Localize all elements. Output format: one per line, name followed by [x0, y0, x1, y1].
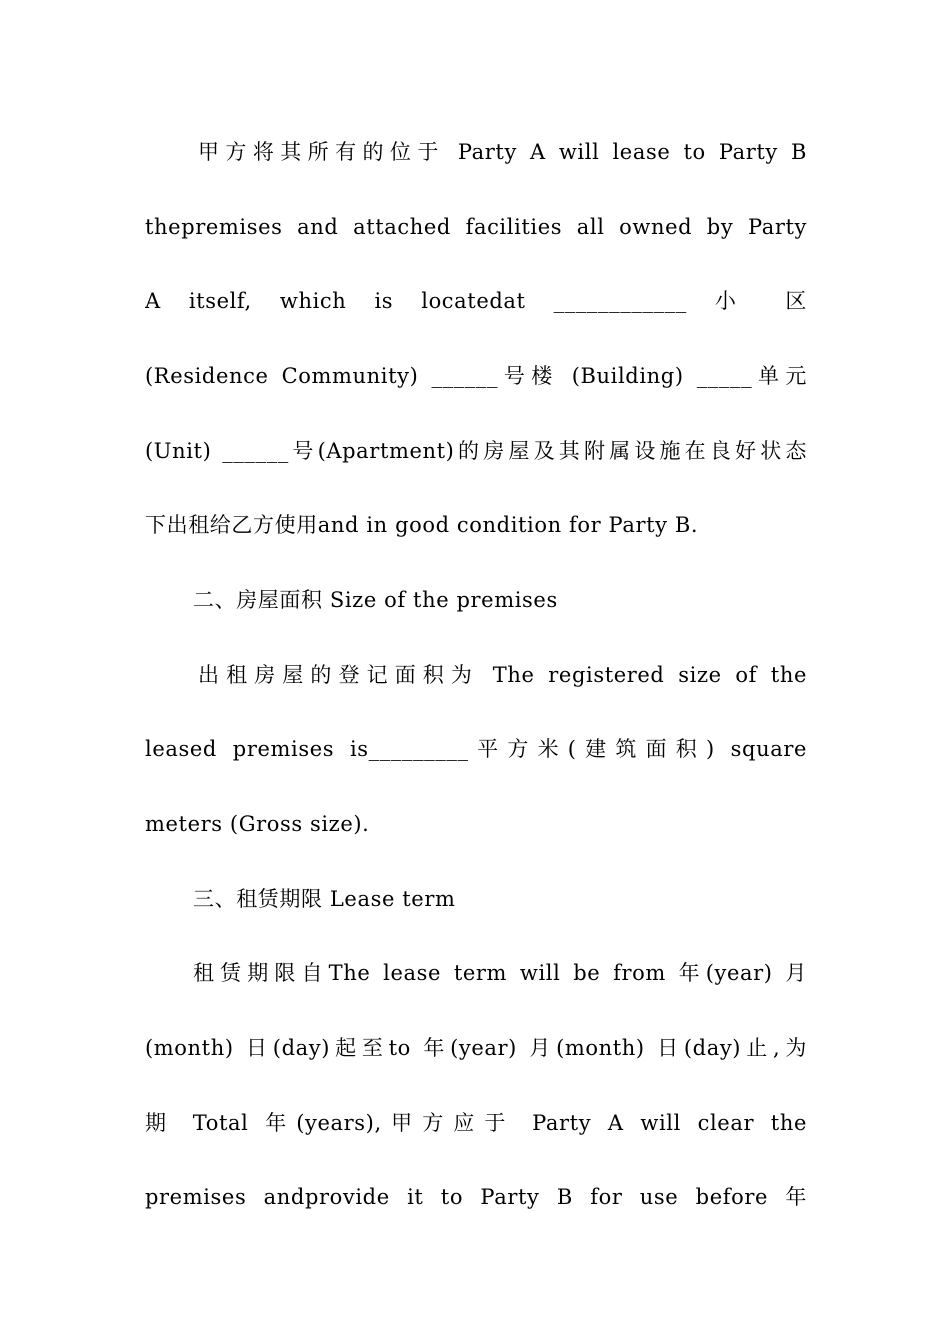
paragraph-1-line-5: (Unit) ______号(Apartment)的房屋及其附属设施在良好状态	[145, 439, 807, 463]
paragraph-2-line-2: leased premises is_________平方米(建筑面积) square	[145, 737, 807, 761]
section-heading-size: 二、房屋面积 Size of the premises	[193, 588, 558, 612]
paragraph-2-line-3: meters (Gross size).	[145, 812, 370, 836]
paragraph-1-line-1: 甲方将其所有的位于 Party A will lease to Party B	[198, 140, 807, 164]
paragraph-1-line-3: A itself, which is locatedat ____________ 小 区	[145, 289, 807, 313]
paragraph-1-line-6: 下出租给乙方使用and in good condition for Party B.	[145, 513, 699, 537]
paragraph-2-line-1: 出租房屋的登记面积为 The registered size of the	[198, 663, 807, 687]
paragraph-1-line-2: thepremises and attached facilities all owned by Party	[145, 215, 807, 239]
paragraph-3-line-1: 租赁期限自The lease term will be from 年(year) 月	[193, 961, 807, 985]
paragraph-1-line-4: (Residence Community) ______号楼 (Building) _____单元	[145, 364, 807, 388]
section-heading-lease-term: 三、租赁期限 Lease term	[193, 887, 456, 911]
paragraph-3-line-4: premises andprovide it to Party B for use before 年	[145, 1185, 807, 1209]
paragraph-3-line-2: (month) 日(day)起至to 年(year) 月(month) 日(day)止,为	[145, 1036, 807, 1060]
paragraph-3-line-3: 期 Total 年(years),甲方应于 Party A will clear the	[145, 1111, 807, 1135]
